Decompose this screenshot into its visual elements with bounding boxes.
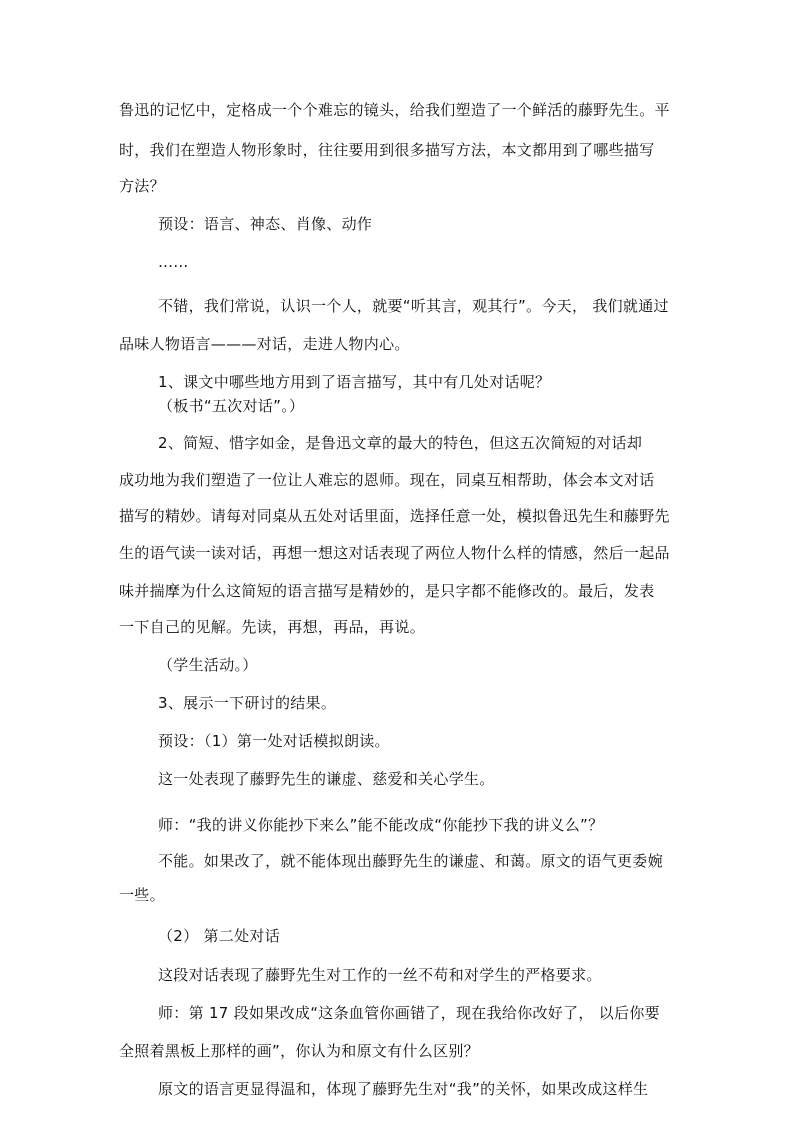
body-text-line: 原文的语言更显得温和，体现了藤野先生对“我”的关怀，如果改成这样生	[158, 1080, 649, 1098]
body-text-line: 2、简短、惜字如金，是鲁迅文章的最大的特色，但这五次简短的对话却	[158, 434, 643, 452]
body-text-line: 时，我们在塑造人物形象时，往往要用到很多描写方法，本文都用到了哪些描写	[119, 141, 655, 159]
body-text-line: 生的语气读一读对话，再想一想这对话表现了两位人物什么样的情感，然后一起品	[119, 544, 670, 562]
body-text-line: 品味人物语言———对话，走进人物内心。	[119, 335, 410, 353]
body-text-line: 师：第 17 段如果改成“这条血管你画错了，现在我给你改好了， 以后你要	[158, 1004, 660, 1022]
body-text-line: 方法？	[119, 177, 165, 195]
body-text-line: 1、课文中哪些地方用到了语言描写，其中有几处对话呢？	[158, 373, 551, 391]
body-text-line: （2） 第二处对话	[158, 927, 281, 945]
body-text-line: 3、展示一下研讨的结果。	[158, 694, 337, 712]
body-text-line: 味并揣摩为什么这简短的语言描写是精妙的，是只字都不能修改的。最后，发表	[119, 582, 655, 600]
body-text-line: 这段对话表现了藤野先生对工作的一丝不苟和对学生的严格要求。	[158, 966, 602, 984]
body-text-line: 这一处表现了藤野先生的谦虚、慈爱和关心学生。	[158, 770, 495, 788]
body-text-line: 师：“我的讲义你能抄下来么”能不能改成“你能抄下我的讲义么”？	[158, 816, 604, 834]
body-text-line: 不错，我们常说，认识一个人，就要“听其言，观其行”。今天， 我们就通过	[158, 297, 669, 315]
body-text-line: 预设：语言、神态、肖像、动作	[158, 215, 373, 233]
body-text-line: （板书“五次对话”。）	[158, 397, 305, 415]
body-text-line: （学生活动。）	[158, 656, 258, 674]
body-text-line: 预设：（1）第一处对话模拟朗读。	[158, 732, 390, 750]
body-text-line: 不能。如果改了，就不能体现出藤野先生的谦虚、和蔼。原文的语气更委婉	[158, 852, 663, 870]
body-text-line: 描写的精妙。请每对同桌从五处对话里面，选择任意一处，模拟鲁迅先生和藤野先	[119, 507, 670, 525]
body-text-line: 全照着黑板上那样的画”，你认为和原文有什么区别？	[119, 1042, 479, 1060]
body-text-line: 成功地为我们塑造了一位让人难忘的恩师。现在，同桌互相帮助，体会本文对话	[119, 471, 655, 489]
body-text-line: ……	[158, 253, 189, 271]
body-text-line: 一下自己的见解。先读，再想，再品，再说。	[119, 618, 426, 636]
body-text-line: 一些。	[119, 886, 165, 904]
body-text-line: 鲁迅的记忆中，定格成一个个难忘的镜头，给我们塑造了一个鲜活的藤野先生。平	[119, 101, 670, 119]
